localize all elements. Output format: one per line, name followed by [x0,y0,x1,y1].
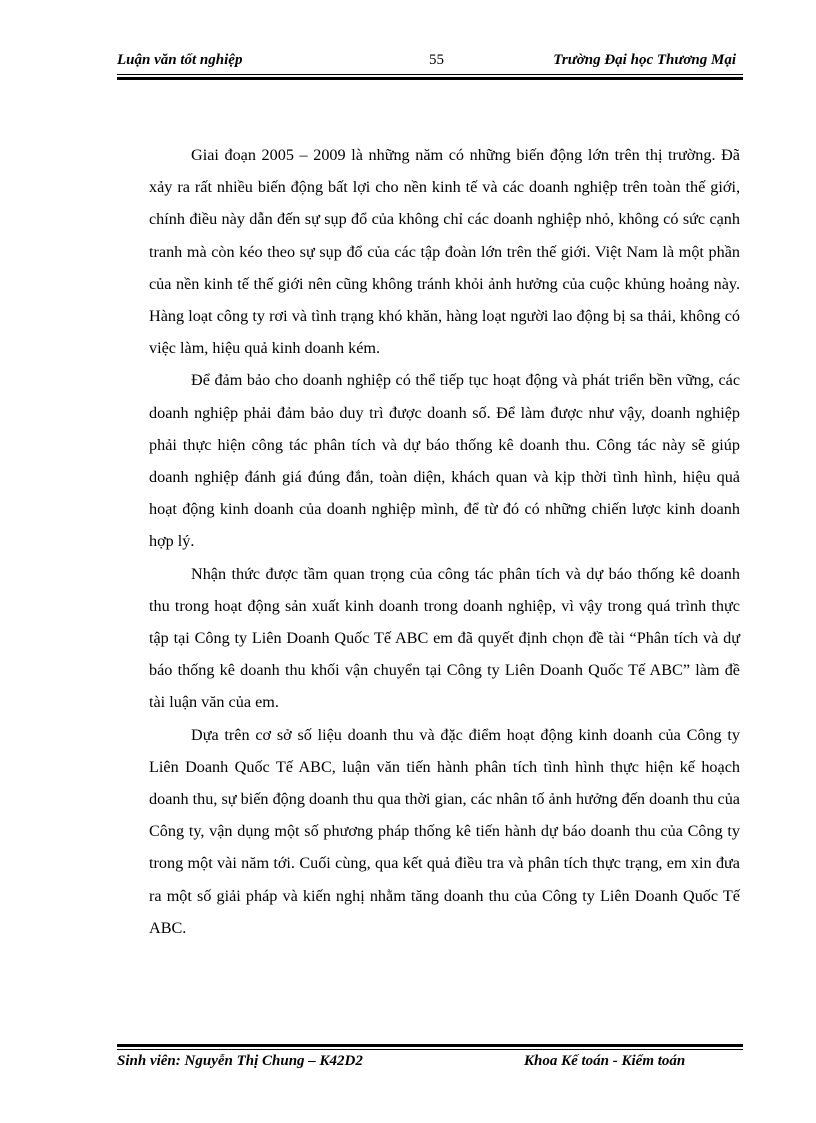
paragraph-2: Để đảm bảo cho doanh nghiệp có thể tiếp tục hoạt động và phát triển bền vững, các doanh nghiệp phải đảm bảo duy trì được doanh số. Để làm được như vậy, doanh nghiệp phải thực hiện công tác phân tích và dự báo thống kê doanh thu. Công tác này sẽ giúp doanh nghiệp đánh giá đúng đắn, toàn diện, khách quan và kịp thời tình hình, hiệu quả hoạt động kinh doanh của doanh nghiệp mình, để từ đó có những chiến lược kinh doanh hợp lý. [149,371,740,551]
header-rule-thick [117,77,743,80]
footer-rule-thin [117,1049,743,1050]
footer-department: Khoa Kế toán - Kiểm toán [524,1053,686,1069]
page-footer [117,1053,740,1077]
paragraph-3: Nhận thức được tầm quan trọng của công tác phân tích và dự báo thống kê doanh thu trong hoạt động sản xuất kinh doanh trong doanh nghiệp, vì vậy trong quá trình thực tập tại Công ty Liên Doanh Quốc Tế ABC em đã quyết định chọn đề tài “Phân tích và dự báo thống kê doanh thu khối vận chuyển tại Công ty Liên Doanh Quốc Tế ABC” làm đề tài luận văn của em. [149,564,740,712]
page-header [117,52,740,76]
header-university-name: Trường Đại học Thương Mại [553,52,736,68]
paragraph-1: Giai đoạn 2005 – 2009 là những năm có những biến động lớn trên thị trường. Đã xảy ra rất nhiều biến động bất lợi cho nền kinh tế và các doanh nghiệp trên toàn thế giới, chính điều này dẫn đến sự sụp đổ của không chỉ các doanh nghiệp nhỏ, không có sức cạnh tranh mà còn kéo theo sự sụp đổ của các tập đoàn lớn trên thế giới. Việt Nam là một phần của nền kinh tế thế giới nên cũng không tránh khỏi ảnh hưởng của cuộc khủng hoảng này. Hàng loạt công ty rơi và tình trạng khó khăn, hàng loạt người lao động bị sa thải, không có việc làm, hiệu quả kinh doanh kém. [149,146,740,358]
header-rule-thin [117,74,743,75]
paragraph-4: Dựa trên cơ sở số liệu doanh thu và đặc điểm hoạt động kinh doanh của Công ty Liên Doanh Quốc Tế ABC, luận văn tiến hành phân tích tình hình thực hiện kế hoạch doanh thu, sự biến động doanh thu qua thời gian, các nhân tố ảnh hưởng đến doanh thu của Công ty, vận dụng một số phương pháp thống kê tiến hành dự báo doanh thu của Công ty trong một vài năm tới. Cuối cùng, qua kết quả điều tra và phân tích thực trạng, em xin đưa ra một số giải pháp và kiến nghị nhằm tăng doanh thu của Công ty Liên Doanh Quốc Tế ABC. [149,725,740,937]
page-number: 55 [429,52,444,68]
footer-student-name: Sinh viên: Nguyễn Thị Chung – K42D2 [117,1053,363,1069]
body-text [149,139,740,944]
footer-rule-thick [117,1044,743,1047]
header-thesis-label: Luận văn tốt nghiệp [117,52,243,68]
